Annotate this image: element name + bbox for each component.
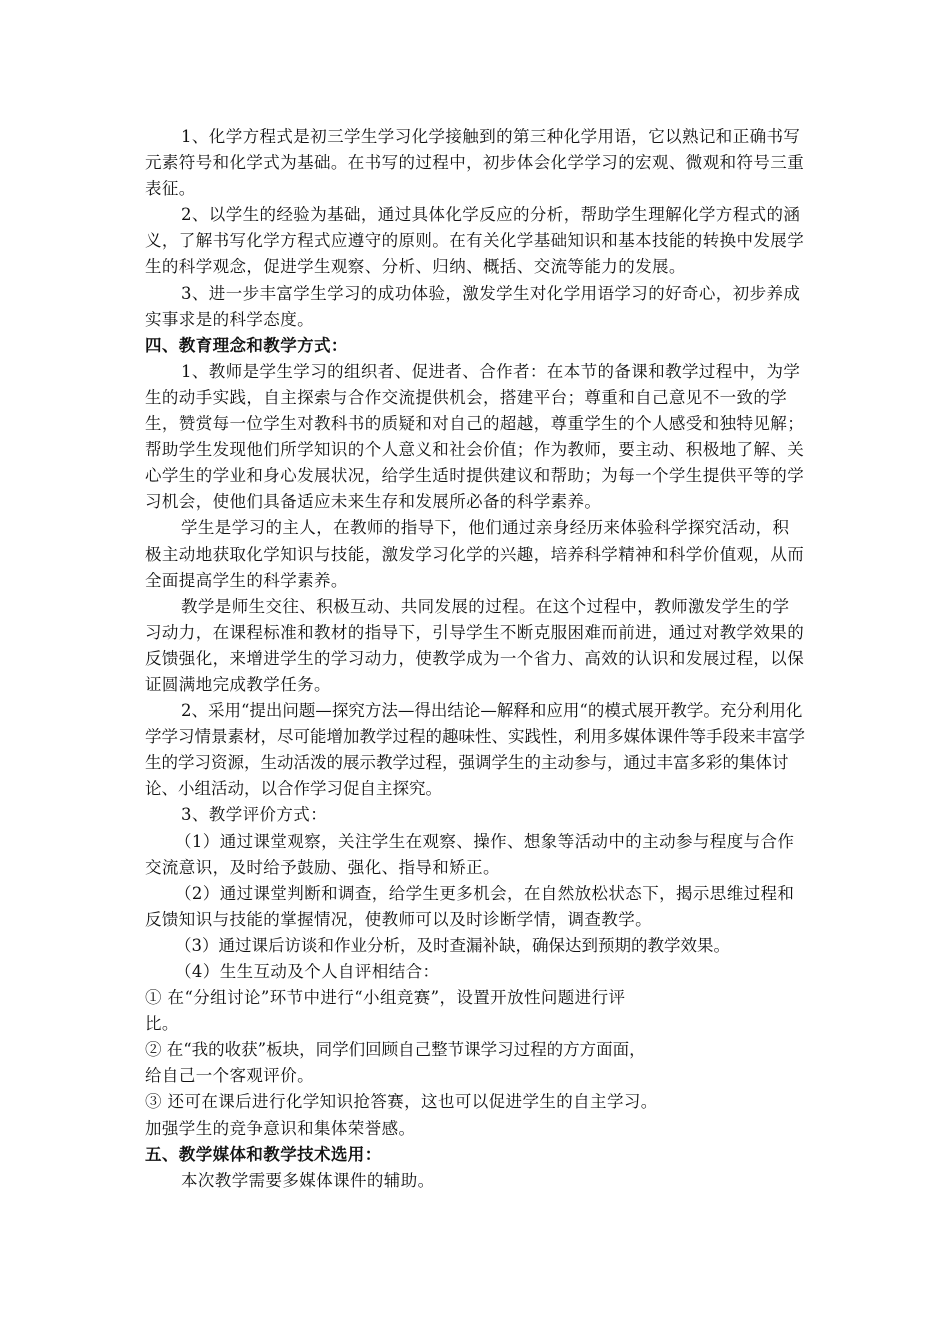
goal-paragraph-2: 2、以学生的经验为基础，通过具体化学反应的分析，帮助学生理解化学方程式的涵义，了解书写化学方程式应遵守的原则。在有关化学基础知识和基本技能的转换中发展学生的科学观念，促进学生观察、分析、归纳、概括、交流等能力的发展。: [145, 205, 805, 277]
philosophy-paragraph-3: 教学是师生交往、积极互动、共同发展的过程。在这个过程中，教师激发学生的学习动力，在课程标准和教材的指导下，引导学生不断克服困难而前进，通过对教学效果的反馈强化，来增进学生的学习动力，使教学成为一个省力、高效的认识和发展过程，以保证圆满地完成教学任务。: [145, 596, 805, 694]
evaluation-item-1: （1）通过课堂观察，关注学生在观察、操作、想象等活动中的主动参与程度与合作交流意识，及时给予鼓励、强化、指导和矫正。: [145, 831, 795, 877]
philosophy-paragraph-1: 1、教师是学生学习的组织者、促进者、合作者：在本节的备课和教学过程中，为学生的动手实践，自主探索与合作交流提供机会，搭建平台；尊重和自己意见不一致的学生，赞赏每一位学生对教科书的质疑和对自己的超越，尊重学生的个人感受和独特见解；帮助学生发现他们所学知识的个人意义和社会价值；作为教师，要主动、积极地了解、关心学生的学业和身心发展状况，给学生适时提供建议和帮助；为每一个学生提供平等的学习机会，使他们具备适应未来生存和发展所必备的科学素养。: [145, 361, 805, 512]
circled-item-3-line-2: 加强学生的竞争意识和集体荣誉感。: [145, 1118, 416, 1138]
circled-item-1-line-2: 比。: [145, 1014, 179, 1034]
circled-item-2-line-2: 给自己一个客观评价。: [145, 1066, 314, 1086]
philosophy-paragraph-2: 学生是学习的主人，在教师的指导下，他们通过亲身经历来体验科学探究活动，积极主动地获取化学知识与技能，激发学习化学的兴趣，培养科学精神和科学价值观，从而全面提高学生的科学素养。: [145, 518, 805, 590]
section-heading-5: 五、教学媒体和教学技术选用：: [145, 1144, 382, 1164]
evaluation-item-3: （3）通过课后访谈和作业分析，及时查漏补缺，确保达到预期的教学效果。: [175, 935, 730, 955]
circled-item-1-line-1: ① 在“分组讨论”环节中进行“小组竞赛”，设置开放性问题进行评: [145, 988, 626, 1008]
section-heading-4: 四、教育理念和教学方式：: [145, 335, 348, 355]
circled-item-3-line-1: ③ 还可在课后进行化学知识抢答赛，这也可以促进学生的自主学习。: [145, 1092, 658, 1112]
media-paragraph: 本次教学需要多媒体课件的辅助。: [181, 1170, 435, 1190]
goal-paragraph-3: 3、进一步丰富学生学习的成功体验，激发学生对化学用语学习的好奇心，初步养成实事求是的科学态度。: [145, 283, 801, 329]
circled-item-2-line-1: ② 在“我的收获”板块，同学们回顾自己整节课学习过程的方方面面，: [145, 1040, 646, 1060]
document-page: [145, 124, 805, 1194]
method-paragraph: 2、采用“提出问题—探究方法—得出结论—解释和应用“的模式展开教学。充分利用化学学习情景素材，尽可能增加教学过程的趣味性、实践性，利用多媒体课件等手段来丰富学生的学习资源，生动活泼的展示教学过程，强调学生的主动参与，通过丰富多彩的集体讨论、小组活动，以合作学习促自主探究。: [145, 701, 805, 799]
evaluation-item-4: （4）生生互动及个人自评相结合：: [175, 962, 440, 981]
evaluation-item-2: （2）通过课堂判断和调查，给学生更多机会，在自然放松状态下，揭示思维过程和反馈知识与技能的掌握情况，使教师可以及时诊断学情，调查教学。: [145, 883, 795, 929]
goal-paragraph-1: 1、化学方程式是初三学生学习化学接触到的第三种化学用语，它以熟记和正确书写元素符号和化学式为基础。在书写的过程中，初步体会化学学习的宏观、微观和符号三重表征。: [145, 127, 805, 199]
evaluation-title: 3、教学评价方式：: [181, 805, 328, 825]
